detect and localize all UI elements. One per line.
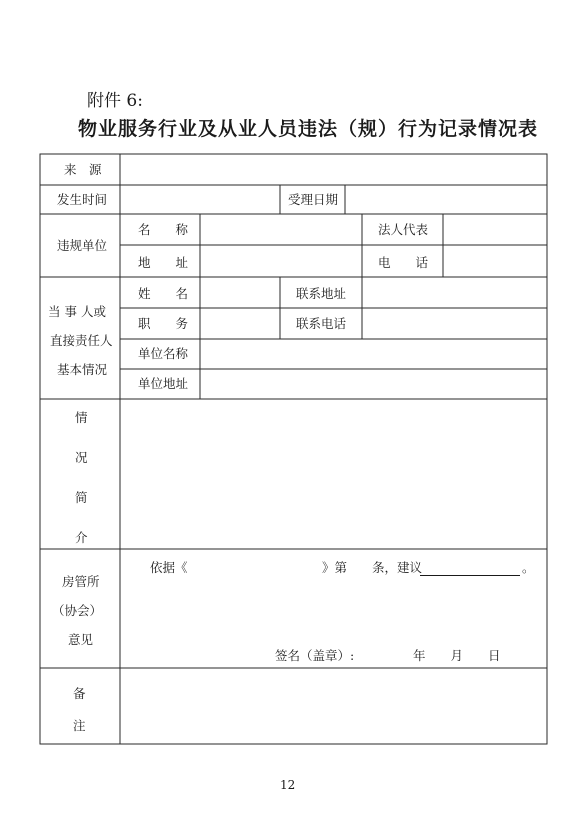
signature-label: 签名（盖章）: — [275, 648, 355, 663]
summary-char-4: 介 — [75, 530, 88, 545]
unit-phone-label: 电 话 — [378, 255, 429, 270]
signature-field[interactable] — [365, 646, 405, 664]
remark-char-2: 注 — [73, 718, 86, 733]
position-field[interactable] — [201, 309, 279, 338]
opinion-label-line3: 意见 — [68, 632, 94, 647]
page-number: 12 — [280, 778, 296, 792]
contact-address-label: 联系地址 — [296, 286, 347, 301]
contact-phone-field[interactable] — [363, 309, 546, 338]
accept-date-field[interactable] — [346, 186, 546, 213]
accept-date-label: 受理日期 — [288, 192, 339, 207]
basis-prefix: 依据《 — [150, 560, 188, 575]
basis-end: 。 — [522, 560, 535, 575]
summary-char-3: 简 — [75, 490, 88, 505]
summary-char-1: 情 — [75, 410, 88, 425]
employer-address-label: 单位地址 — [138, 376, 189, 391]
source-label: 来 源 — [64, 162, 102, 177]
occur-time-field[interactable] — [121, 186, 279, 213]
party-label-line3: 基本情况 — [57, 362, 108, 377]
contact-phone-label: 联系电话 — [296, 316, 347, 331]
person-name-label: 姓 名 — [138, 286, 189, 301]
suggestion-field[interactable] — [420, 559, 520, 576]
legal-rep-label: 法人代表 — [378, 222, 429, 237]
summary-field[interactable] — [121, 400, 546, 548]
employer-name-field[interactable] — [201, 340, 546, 368]
party-label-line2: 直接责任人 — [50, 333, 113, 348]
unit-name-label: 名 称 — [138, 222, 189, 237]
date-labels: 年 月 日 — [413, 648, 501, 663]
violator-unit-label: 违规单位 — [57, 238, 108, 253]
opinion-label-line1: 房管所 — [62, 574, 100, 589]
source-field[interactable] — [121, 155, 546, 184]
unit-name-field[interactable] — [201, 215, 361, 244]
employer-name-label: 单位名称 — [138, 346, 189, 361]
summary-char-2: 况 — [75, 450, 88, 465]
unit-address-field[interactable] — [201, 246, 361, 276]
remark-char-1: 备 — [73, 686, 86, 701]
remark-field[interactable] — [121, 669, 546, 743]
unit-address-label-top: 地 址 — [138, 255, 189, 270]
position-label: 职 务 — [138, 316, 189, 331]
employer-address-field[interactable] — [201, 370, 546, 398]
party-label-line1: 当 事 人或 — [48, 304, 106, 319]
basis-article-text: 》第 条，建议 — [322, 560, 423, 575]
occur-time-label: 发生时间 — [57, 192, 108, 207]
opinion-label-line2: （协会） — [52, 603, 103, 618]
form-title: 物业服务行业及从业人员违法（规）行为记录情况表 — [78, 118, 539, 140]
unit-phone-field[interactable] — [444, 246, 546, 276]
regulation-name-field[interactable] — [190, 558, 318, 576]
legal-rep-field[interactable] — [444, 215, 546, 244]
attachment-label: 附件 6: — [87, 91, 143, 111]
contact-address-field[interactable] — [363, 278, 546, 307]
person-name-field[interactable] — [201, 278, 279, 307]
